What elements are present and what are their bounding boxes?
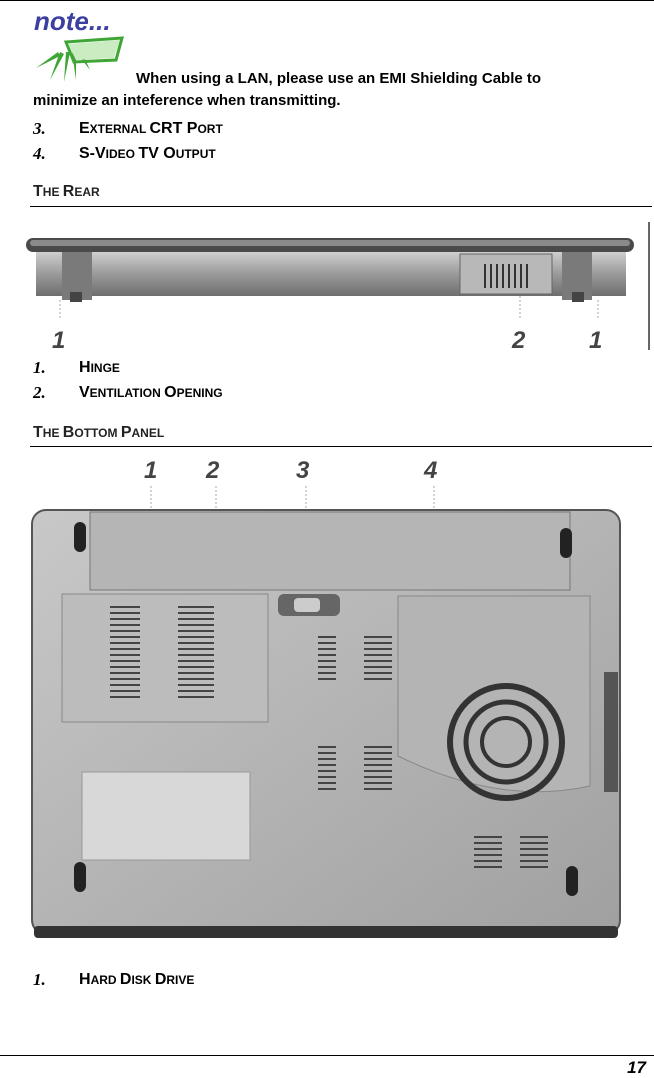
item-number: 3.	[33, 119, 46, 138]
top-rule	[0, 0, 654, 1]
note-logo	[30, 8, 130, 86]
bottom-callout-3: 3	[296, 457, 310, 484]
item-label: EXTERNAL CRT PORT	[79, 120, 223, 137]
section-rule	[30, 206, 652, 207]
note-logo-text: note...	[34, 8, 111, 36]
bottom-panel-image	[30, 456, 626, 944]
item-label: HINGE	[79, 359, 120, 376]
item-number: 2.	[33, 383, 46, 402]
bottom-callout-2: 2	[206, 457, 220, 484]
item-label: HARD DISK DRIVE	[79, 971, 195, 988]
item-label: VENTILATION OPENING	[79, 384, 223, 401]
item-number: 4.	[33, 144, 46, 163]
item-number: 1.	[33, 970, 46, 989]
footer-rule	[0, 1055, 654, 1056]
note-text-continued: minimize an inteference when transmitting.	[33, 92, 341, 109]
rear-callout-1: 1	[52, 327, 66, 352]
section-rule	[30, 446, 652, 447]
item-number: 1.	[33, 358, 46, 377]
note-text: When using a LAN, please use an EMI Shielding Cable to	[136, 70, 542, 87]
bottom-callout-4: 4	[424, 457, 438, 484]
bottom-callout-1: 1	[144, 457, 158, 484]
section-heading-rear: THE REAR	[33, 183, 100, 200]
rear-callout-2: 2	[512, 327, 526, 352]
item-label: S-VIDEO TV OUTPUT	[79, 145, 216, 162]
page-number: 17	[627, 1058, 646, 1077]
rear-view-image	[22, 220, 652, 352]
rear-callout-1b: 1	[589, 327, 603, 352]
section-heading-bottom: THE BOTTOM PANEL	[33, 424, 165, 441]
